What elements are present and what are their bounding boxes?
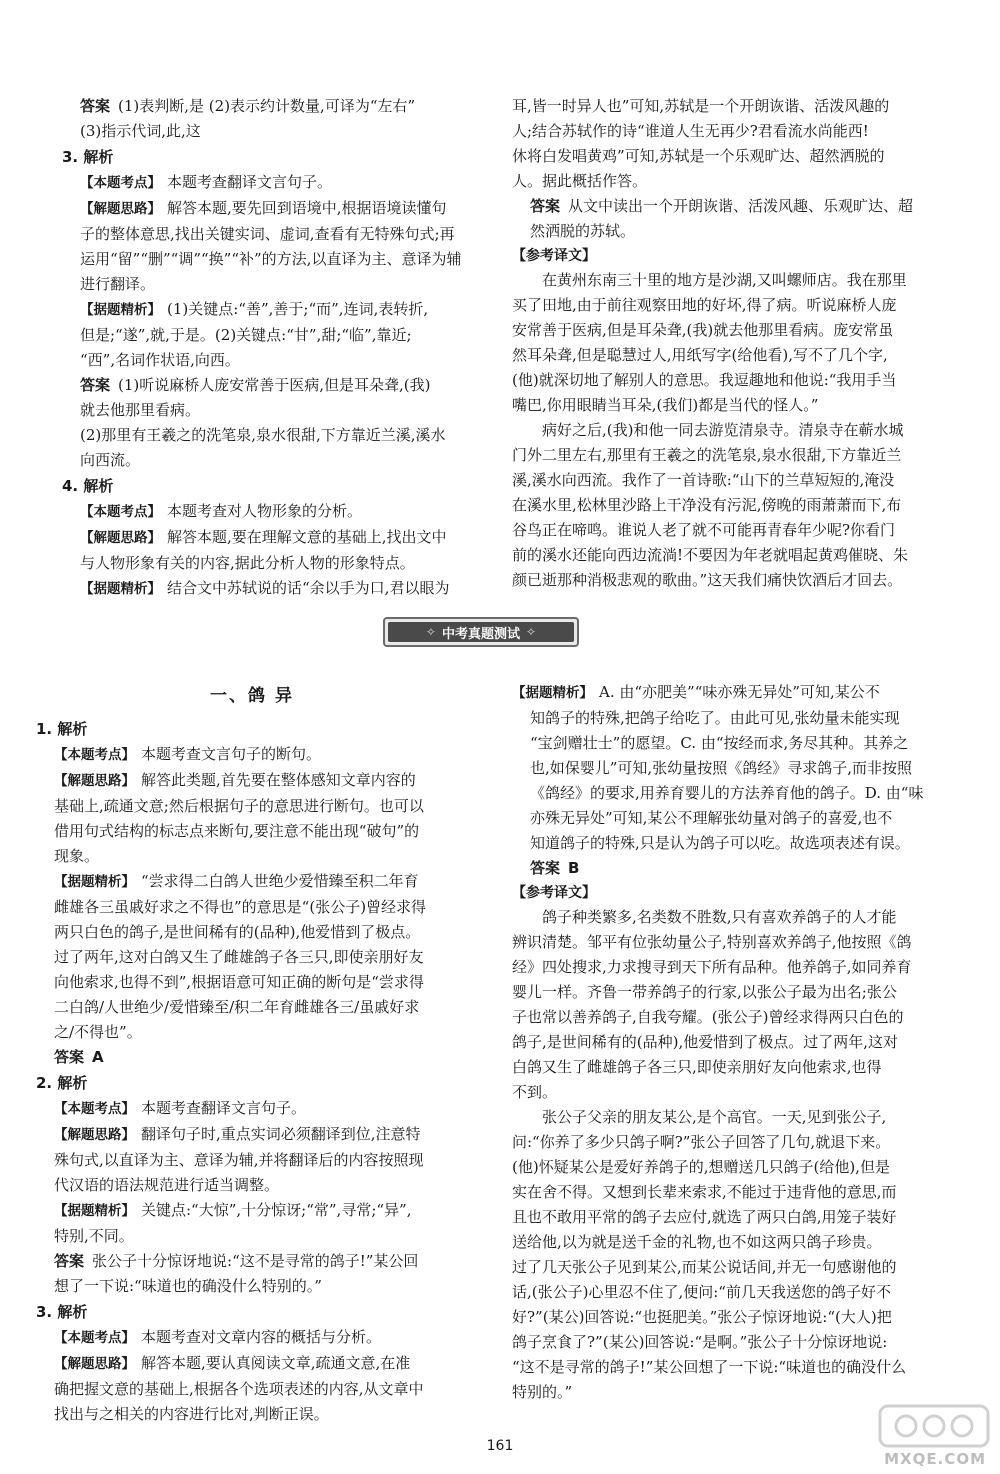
silu-tag: 【解题思路】	[80, 201, 161, 217]
question-heading: 4. 解析	[62, 477, 114, 495]
leaf-decoration-icon: ✧	[526, 625, 537, 639]
answer-label: 答案	[530, 859, 561, 877]
answer-label: 答案	[80, 97, 111, 115]
question-heading: 3. 解析	[36, 1303, 88, 1321]
banner-title: 中考真题测试	[441, 626, 520, 642]
translation-paragraph-2: 病好之后,(我)和他一同去游览清泉寺。清泉寺在蕲水城 门外二里左右,那里有王羲之的洗笔泉,泉水很甜,下方靠近兰 溪,溪水向西流。我作了一首诗歌:“山下的兰草短短的,淹没 在溪水里,松林里沙路上干净没有污泥,傍晚的雨萧萧而下,布 谷鸟正在啼鸣。谁说人老了就不可能再青春年少呢?你看门 前的溪水还能向西边流淌!不要因为年老就唱起黄鸡催晓、朱 颜已逝那种消极悲观的歌曲。”这天我们痛快饮酒后才回去。	[512, 421, 909, 589]
top-right-column: 耳,皆一时异人也”可知,苏轼是一个开朗诙谐、活泼风趣的 人;结合苏轼作的诗“谁道人生无再少?君看流水尚能西! 休将白发唱黄鸡”可知,苏轼是一个乐观旷达、超然洒脱的 人。据此概括作答。 答案 从文中读出一个开朗诙谐、活泼风趣、乐观旷达、超 然洒脱的苏轼。 【参考译文】 在黄州东南三十里的地方是沙湖,又叫螺师店。我在那里 买了田地,由于前往观察田地的好坏,得了病。听说麻桥人庞 安常善于医病,但是耳朵聋,(我)就去他那里看病。庞安常虽 然耳朵聋,但是聪慧过人,用纸写字(给他看),写不了几个字, (他)就深切地了解别人的意思。我逗趣地和他说:“我用手当 嘴巴,你用眼睛当耳朵,(我们)都是当代的怪人。” 病好之后,(我)和他一同去游览清泉寺。清泉寺在蕲水城 门外二里左右,那里有王羲之的洗笔泉,泉水很甜,下方靠近兰 溪,溪水向西流。我作了一首诗歌:“山下的兰草短短的,淹没 在溪水里,松林里沙路上干净没有污泥,傍晚的雨萧萧而下,布 谷鸟正在啼鸣。谁说人老了就不可能再青春年少呢?你看门 前的溪水还能向西边流淌!不要因为年老就唱起黄鸡催晓、朱 颜已逝那种消极悲观的歌曲。”这天我们痛快饮酒后才回去。	[512, 94, 932, 593]
q2-answer-block	[62, 94, 470, 144]
reference-translation-title: 【参考译文】	[512, 248, 596, 264]
question-heading: 3. 解析	[62, 148, 114, 166]
answer-label: 答案	[54, 1252, 85, 1270]
jingxi-tag: 【据题精析】	[54, 1203, 135, 1219]
silu-tag: 【解题思路】	[54, 1127, 135, 1143]
answer-label: 答案	[80, 376, 111, 394]
kaodian-tag: 【本题考点】	[54, 747, 135, 763]
translation-paragraph-1: 在黄州东南三十里的地方是沙湖,又叫螺师店。我在那里 买了田地,由于前往观察田地的好坏,得了病。听说麻桥人庞 安常善于医病,但是耳朵聋,(我)就去他那里看病。庞安常虽 然耳朵聋,但是聪慧过人,用纸写字(给他看),写不了几个字, (他)就深切地了解别人的意思。我逗趣地和他说:“我用手当 嘴巴,你用眼睛当耳朵,(我们)都是当代的怪人。”	[512, 271, 907, 414]
q3-jingxi: 【据题精析】 A. 由“亦肥美”“味亦殊无异处”可知,某公不 知鸽子的特殊,把鸽子给吃了。由此可见,张幼量未能实现 “宝剑赠壮士”的愿望。C. 由“按经而求,务尽其种。其养之 也,如保婴儿”可知,张幼量按照《鸽经》寻求鸽子,而非按照 《鸽经》的要求,用养育婴儿的方法养育他的鸽子。D. 由“味 亦殊无异处”可知,某公不理解张幼量对鸽子的喜爱,也不 知道鸽子的特殊,只是认为鸽子可以吃。故选项表述有误。	[512, 683, 924, 852]
kaodian-tag: 【本题考点】	[80, 504, 161, 520]
answer-label: 答案	[54, 1048, 85, 1066]
translation-paragraph-1: 鸽子种类繁多,名类数不胜数,只有喜欢养鸽子的人才能 辨识清楚。邹平有位张幼量公子,特别喜欢养鸽子,他按照《鸽 经》四处搜求,力求搜寻到天下所有品种。他养鸽子,如同养育 婴儿一样。齐鲁一带养鸽子的行家,以张公子最为出名;张公 子也常以善养鸽子,自我夸耀。(张公子)曾经求得两只白色的 鸽子,是世间稀有的(品种),他爱惜到了极点。过了两年,这对 白鸽又生了雌雄鸽子各三只,即使亲朋好友向他索求,也得 不到。	[512, 908, 912, 1101]
top-left-column	[62, 94, 470, 602]
translation-paragraph-2: 张公子父亲的朋友某公,是个高官。一天,见到张公子, 问:“你养了多少只鸽子啊?”张公子回答了几句,就退下来。 (他)怀疑某公是爱好养鸽子的,想赠送几只鸽子(给他),但是 实在舍不得。又想到长辈来索求,不能过于违背他的意思,而 且也不敢用平常的鸽子去应付,就选了两只白鸽,用笼子装好 送给他,以为就是送千金的礼物,也不如这两只鸽子珍贵。 过了几天张公子见到某公,而某公说话间,并无一句感谢他的 话,(张公子)心里忍不住了,便问:“前几天我送您的鸽子好不 好?”(某公)回答说:“也挺肥美。”张公子惊讶地说:“(大人)把 鸽子烹食了?”(某公)回答说:“是啊。”张公子十分惊讶地说: “这不是寻常的鸽子!”某公回想了一下说:“味道也的确没什么 特别的。”	[512, 1108, 907, 1401]
q4-analysis: 【本题考点】 本题考查对人物形象的分析。 【解题思路】 解答本题,要在理解文意的基础上,找出文中 与人物形象有关的内容,据此分析人物的形象特点。 【据题精析】 结合文中苏轼说的话“余以手为口,君以眼为	[80, 502, 450, 597]
silu-tag: 【解题思路】	[54, 773, 135, 789]
kaodian-tag: 【本题考点】	[54, 1330, 135, 1346]
bottom-left-column	[36, 680, 468, 1427]
kaodian-tag: 【本题考点】	[80, 175, 161, 191]
jingxi-tag: 【据题精析】	[54, 874, 135, 890]
q1-analysis: 【本题考点】 本题考查文言句子的断句。 【解题思路】 解答此类题,首先要在整体感知文章内容的 基础上,疏通文意;然后根据句子的意思进行断句。也可以 借用句式结构的标志点来断句,要注意不能出现“破句”的 现象。 【据题精析】 “尝求得二白鸽人世绝少爱惜臻至积二年育 雌雄各三虽戚好求之不得也”的意思是“(张公子)曾经求得 两只白色的鸽子,是世间稀有的(品种),他爱惜到了极点。 过了两年,这对白鸽又生了雌雄鸽子各三只,即使亲朋好友 向他索求,也得不到”,根据语意可知正确的断句是“尝求得 二白鸽/人世绝少/爱惜臻至/积二年育雌雄各三/虽戚好求 之/不得也”。 答案 A	[54, 745, 427, 1066]
jingxi-tag: 【据题精析】	[80, 581, 161, 597]
bottom-right-column	[512, 680, 932, 1405]
silu-tag: 【解题思路】	[54, 1356, 135, 1372]
answer-value: B	[568, 859, 580, 877]
q3-analysis: 【本题考点】 本题考查翻译文言句子。 【解题思路】 解答本题,要先回到语境中,根据语境读懂句 子的整体意思,找出关键实词、虚词,查看有无特殊句式;再 运用“留”“删”“调”“换”“补”的方法,以直译为主、意译为辅 进行翻译。 【据题精析】 (1)关键点:“善”,善于;“而”,连词,表转折, 但是;“遂”,就,于是。(2)关键点:“甘”,甜;“临”,靠近; “西”,名词作状语,向西。 答案 (1)听说麻桥人庞安常善于医病,但是耳朵聋,(我) 就去他那里看病。 (2)那里有王羲之的洗笔泉,泉水很甜,下方靠近兰溪,溪水 向西流。	[80, 173, 462, 469]
jingxi-tag: 【据题精析】	[512, 685, 593, 701]
page-number: 161	[486, 1438, 514, 1454]
section-title: 一、鸽 异	[210, 686, 294, 706]
answer-text: (3)指示代词,此,这	[80, 122, 201, 140]
kaodian-tag: 【本题考点】	[54, 1101, 135, 1117]
jingxi-tag: 【据题精析】	[80, 302, 161, 318]
q3-analysis: 【本题考点】 本题考查对文章内容的概括与分析。 【解题思路】 解答本题,要认真阅读文章,疏通文意,在准 确把握文意的基础上,根据各个选项表述的内容,从文章中 找出与之相关的内容进行比对,判断正误。	[54, 1328, 424, 1423]
continued-text: 耳,皆一时异人也”可知,苏轼是一个开朗诙谐、活泼风趣的	[512, 97, 890, 115]
question-heading: 1. 解析	[36, 720, 88, 738]
section-banner	[383, 617, 579, 647]
answer-text: (1)表判断,是 (2)表示约计数量,可译为“左右”	[118, 97, 416, 115]
watermark-text: MXQE.COM	[884, 1450, 986, 1468]
q2-analysis: 【本题考点】 本题考查翻译文言句子。 【解题思路】 翻译句子时,重点实词必须翻译到位,注意特 殊句式,以直译为主、意译为辅,并将翻译后的内容按照现 代汉语的语法规范进行适当调整。 【据题精析】 关键点:“大惊”,十分惊讶;“常”,寻常;“异”, 特别,不同。 答案 张公子十分惊讶地说:“这不是寻常的鸽子!”某公回 想了一下说:“味道也的确没什么特别的。”	[54, 1099, 424, 1295]
answer-value: A	[92, 1048, 104, 1066]
answer-label: 答案	[530, 197, 561, 215]
question-heading: 2. 解析	[36, 1074, 88, 1092]
leaf-decoration-icon: ✧	[425, 625, 436, 639]
reference-translation-title: 【参考译文】	[512, 885, 596, 901]
silu-tag: 【解题思路】	[80, 530, 161, 546]
